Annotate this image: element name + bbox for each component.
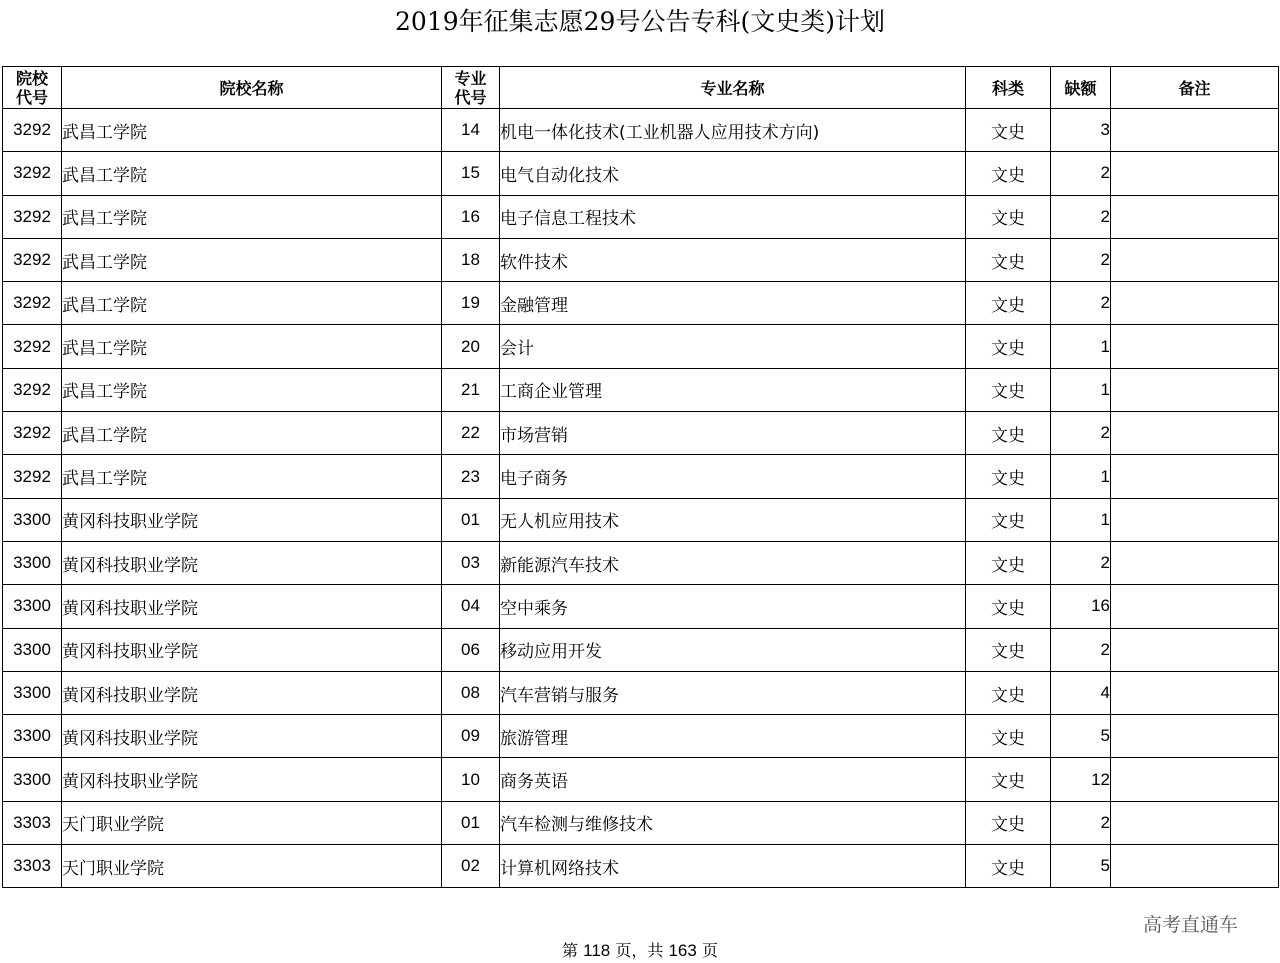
major-code-cell: 08 <box>442 671 500 714</box>
header-school-code-line1: 院校 <box>15 68 48 88</box>
major-code-cell: 01 <box>442 498 500 541</box>
remarks-cell <box>1111 585 1279 628</box>
school-code-cell: 3292 <box>3 195 62 238</box>
remarks-cell <box>1111 325 1279 368</box>
school-name-cell: 武昌工学院 <box>62 412 442 455</box>
quota-cell: 1 <box>1051 455 1111 498</box>
remarks-cell <box>1111 628 1279 671</box>
major-code-cell: 09 <box>442 715 500 758</box>
remarks-cell <box>1111 368 1279 411</box>
remarks-cell <box>1111 758 1279 801</box>
subject-cell: 文史 <box>966 758 1051 801</box>
school-code-cell: 3300 <box>3 628 62 671</box>
major-code-cell: 21 <box>442 368 500 411</box>
subject-cell: 文史 <box>966 152 1051 195</box>
footer-suffix: 页 <box>701 941 718 960</box>
school-name-cell: 黄冈科技职业学院 <box>62 585 442 628</box>
major-code-cell: 16 <box>442 195 500 238</box>
school-code-cell: 3303 <box>3 801 62 844</box>
header-school-code <box>3 67 62 109</box>
header-school-name: 院校名称 <box>62 67 442 109</box>
table-body <box>3 109 1279 888</box>
school-code-cell: 3292 <box>3 325 62 368</box>
subject-cell: 文史 <box>966 368 1051 411</box>
school-code-cell: 3292 <box>3 152 62 195</box>
remarks-cell <box>1111 671 1279 714</box>
subject-cell: 文史 <box>966 109 1051 152</box>
table-row <box>3 671 1279 714</box>
quota-cell: 1 <box>1051 368 1111 411</box>
footer-total-pages: 163 <box>668 941 697 960</box>
major-code-cell: 10 <box>442 758 500 801</box>
major-code-cell: 06 <box>442 628 500 671</box>
major-name-cell: 空中乘务 <box>500 585 966 628</box>
quota-cell: 5 <box>1051 845 1111 888</box>
remarks-cell <box>1111 845 1279 888</box>
school-name-cell: 武昌工学院 <box>62 238 442 281</box>
school-name-cell: 黄冈科技职业学院 <box>62 541 442 584</box>
school-code-cell: 3292 <box>3 109 62 152</box>
school-code-cell: 3300 <box>3 541 62 584</box>
major-name-cell: 电气自动化技术 <box>500 152 966 195</box>
table-row <box>3 845 1279 888</box>
school-code-cell: 3300 <box>3 585 62 628</box>
subject-cell: 文史 <box>966 715 1051 758</box>
major-code-cell: 22 <box>442 412 500 455</box>
remarks-cell <box>1111 152 1279 195</box>
major-name-cell: 汽车营销与服务 <box>500 671 966 714</box>
quota-cell: 2 <box>1051 282 1111 325</box>
school-name-cell: 天门职业学院 <box>62 845 442 888</box>
header-major-code-line1: 专业 <box>454 68 487 88</box>
quota-cell: 5 <box>1051 715 1111 758</box>
table-row <box>3 325 1279 368</box>
major-code-cell: 01 <box>442 801 500 844</box>
subject-cell: 文史 <box>966 325 1051 368</box>
major-name-cell: 市场营销 <box>500 412 966 455</box>
school-name-cell: 黄冈科技职业学院 <box>62 758 442 801</box>
school-name-cell: 黄冈科技职业学院 <box>62 628 442 671</box>
school-name-cell: 天门职业学院 <box>62 801 442 844</box>
school-code-cell: 3292 <box>3 455 62 498</box>
quota-cell: 2 <box>1051 412 1111 455</box>
subject-cell: 文史 <box>966 801 1051 844</box>
school-name-cell: 武昌工学院 <box>62 282 442 325</box>
header-quota: 缺额 <box>1051 67 1111 109</box>
school-code-cell: 3292 <box>3 368 62 411</box>
school-name-cell: 武昌工学院 <box>62 455 442 498</box>
quota-cell: 2 <box>1051 801 1111 844</box>
subject-cell: 文史 <box>966 585 1051 628</box>
school-name-cell: 武昌工学院 <box>62 368 442 411</box>
footer-prefix: 第 <box>562 941 579 960</box>
quota-cell: 4 <box>1051 671 1111 714</box>
major-name-cell: 计算机网络技术 <box>500 845 966 888</box>
subject-cell: 文史 <box>966 282 1051 325</box>
school-code-cell: 3292 <box>3 282 62 325</box>
subject-cell: 文史 <box>966 498 1051 541</box>
table-row <box>3 412 1279 455</box>
subject-cell: 文史 <box>966 412 1051 455</box>
subject-cell: 文史 <box>966 671 1051 714</box>
page-title: 2019年征集志愿29号公告专科(文史类)计划 <box>395 7 885 36</box>
school-name-cell: 武昌工学院 <box>62 152 442 195</box>
table-row <box>3 195 1279 238</box>
school-name-cell: 黄冈科技职业学院 <box>62 671 442 714</box>
school-name-cell: 黄冈科技职业学院 <box>62 715 442 758</box>
quota-cell: 2 <box>1051 195 1111 238</box>
quota-cell: 2 <box>1051 238 1111 281</box>
remarks-cell <box>1111 801 1279 844</box>
quota-cell: 16 <box>1051 585 1111 628</box>
table-row <box>3 238 1279 281</box>
school-code-cell: 3300 <box>3 715 62 758</box>
major-code-cell: 23 <box>442 455 500 498</box>
major-code-cell: 02 <box>442 845 500 888</box>
major-name-cell: 移动应用开发 <box>500 628 966 671</box>
major-name-cell: 商务英语 <box>500 758 966 801</box>
header-major-code-line2: 代号 <box>454 87 487 107</box>
table-row <box>3 628 1279 671</box>
table-row <box>3 498 1279 541</box>
header-school-code-line2: 代号 <box>15 87 48 107</box>
table-row <box>3 152 1279 195</box>
major-code-cell: 20 <box>442 325 500 368</box>
school-code-cell: 3300 <box>3 758 62 801</box>
remarks-cell <box>1111 282 1279 325</box>
subject-cell: 文史 <box>966 541 1051 584</box>
school-code-cell: 3300 <box>3 498 62 541</box>
major-name-cell: 金融管理 <box>500 282 966 325</box>
subject-cell: 文史 <box>966 628 1051 671</box>
table-row <box>3 282 1279 325</box>
school-name-cell: 黄冈科技职业学院 <box>62 498 442 541</box>
footer-middle: 页，共 <box>615 941 664 960</box>
major-name-cell: 无人机应用技术 <box>500 498 966 541</box>
major-code-cell: 14 <box>442 109 500 152</box>
major-name-cell: 工商企业管理 <box>500 368 966 411</box>
major-name-cell: 旅游管理 <box>500 715 966 758</box>
major-code-cell: 03 <box>442 541 500 584</box>
table-row <box>3 715 1279 758</box>
remarks-cell <box>1111 455 1279 498</box>
major-name-cell: 新能源汽车技术 <box>500 541 966 584</box>
quota-cell: 1 <box>1051 498 1111 541</box>
remarks-cell <box>1111 498 1279 541</box>
table-row <box>3 541 1279 584</box>
remarks-cell <box>1111 412 1279 455</box>
quota-cell: 2 <box>1051 152 1111 195</box>
watermark: 高考直通车 <box>1143 914 1239 936</box>
table-row <box>3 585 1279 628</box>
header-major-name: 专业名称 <box>500 67 966 109</box>
subject-cell: 文史 <box>966 455 1051 498</box>
quota-cell: 1 <box>1051 325 1111 368</box>
page-footer <box>0 938 1280 961</box>
subject-cell: 文史 <box>966 195 1051 238</box>
major-name-cell: 机电一体化技术(工业机器人应用技术方向) <box>500 109 966 152</box>
remarks-cell <box>1111 238 1279 281</box>
major-name-cell: 电子商务 <box>500 455 966 498</box>
table-row <box>3 801 1279 844</box>
header-remarks: 备注 <box>1111 67 1279 109</box>
remarks-cell <box>1111 109 1279 152</box>
major-code-cell: 04 <box>442 585 500 628</box>
header-major-code <box>442 67 500 109</box>
header-subject: 科类 <box>966 67 1051 109</box>
school-code-cell: 3303 <box>3 845 62 888</box>
subject-cell: 文史 <box>966 238 1051 281</box>
major-name-cell: 汽车检测与维修技术 <box>500 801 966 844</box>
table-row <box>3 109 1279 152</box>
school-name-cell: 武昌工学院 <box>62 195 442 238</box>
table-row <box>3 368 1279 411</box>
major-name-cell: 软件技术 <box>500 238 966 281</box>
subject-cell: 文史 <box>966 845 1051 888</box>
remarks-cell <box>1111 715 1279 758</box>
table-header-row <box>3 67 1279 109</box>
table-row <box>3 455 1279 498</box>
remarks-cell <box>1111 195 1279 238</box>
major-code-cell: 19 <box>442 282 500 325</box>
footer-page-number: 118 <box>583 941 611 960</box>
school-code-cell: 3292 <box>3 412 62 455</box>
quota-cell: 12 <box>1051 758 1111 801</box>
school-code-cell: 3300 <box>3 671 62 714</box>
quota-cell: 2 <box>1051 628 1111 671</box>
school-code-cell: 3292 <box>3 238 62 281</box>
school-name-cell: 武昌工学院 <box>62 325 442 368</box>
major-name-cell: 电子信息工程技术 <box>500 195 966 238</box>
plan-table <box>2 66 1279 888</box>
major-code-cell: 15 <box>442 152 500 195</box>
table-row <box>3 758 1279 801</box>
major-name-cell: 会计 <box>500 325 966 368</box>
school-name-cell: 武昌工学院 <box>62 109 442 152</box>
remarks-cell <box>1111 541 1279 584</box>
major-code-cell: 18 <box>442 238 500 281</box>
quota-cell: 3 <box>1051 109 1111 152</box>
quota-cell: 2 <box>1051 541 1111 584</box>
